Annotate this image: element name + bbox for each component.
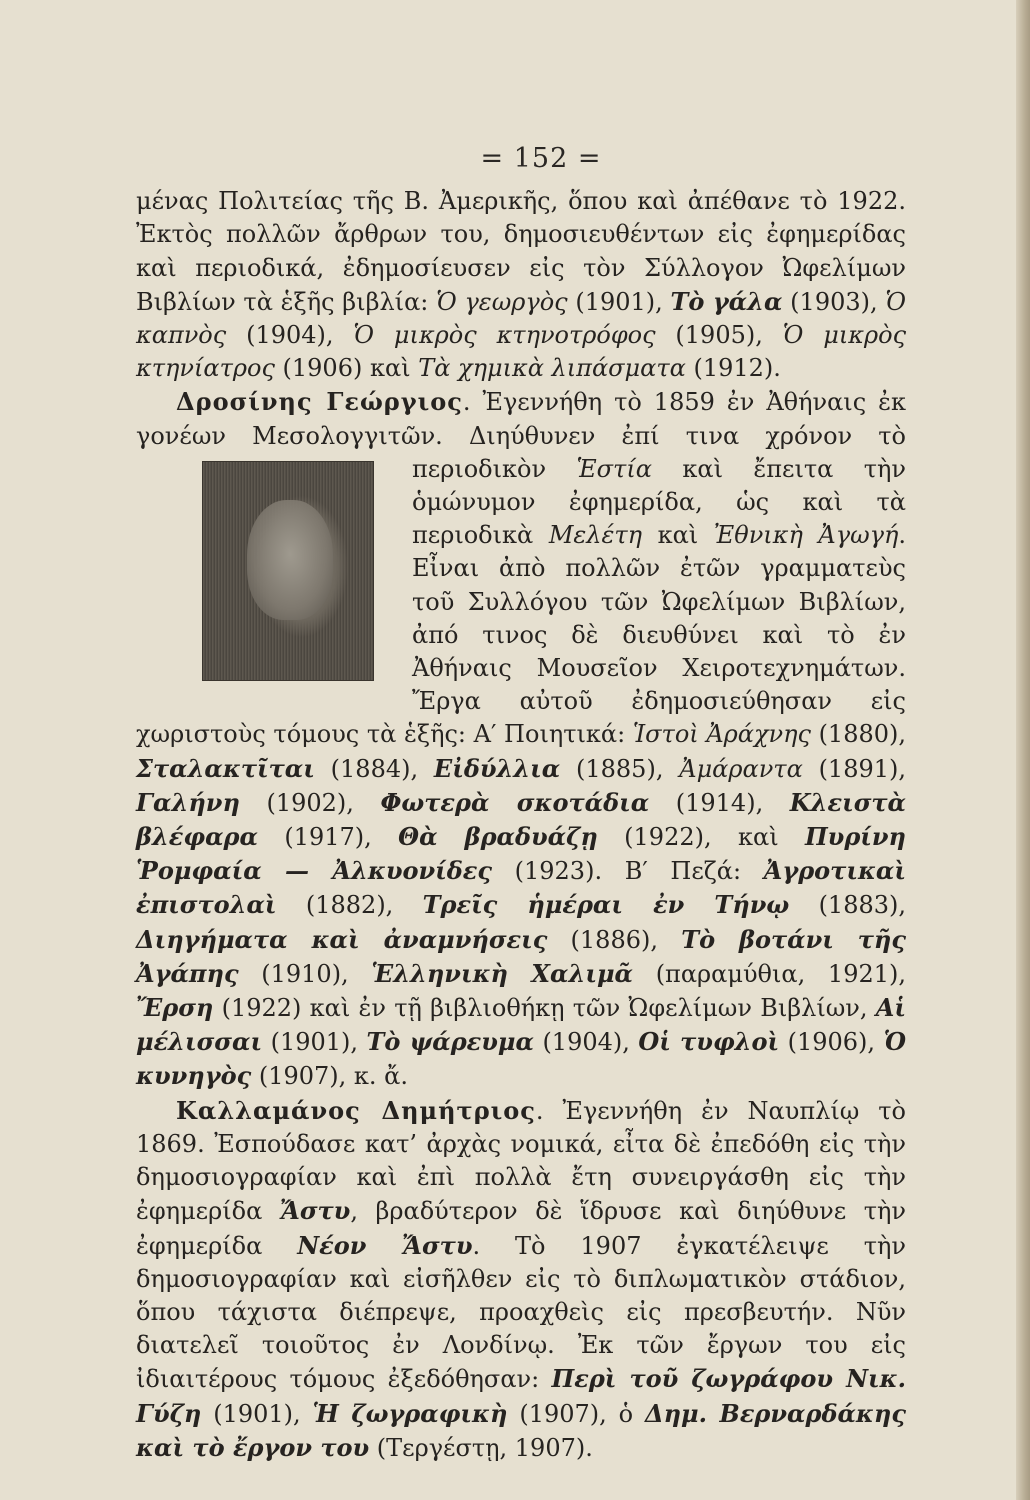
author-name: Καλλαμάνος Δημήτριος xyxy=(176,1095,536,1125)
periodical-title: Μελέτη xyxy=(548,521,643,550)
text-run: . Τὸ 1907 ἐγκατέλειψε τὴν δημοσιογραφίαν καὶ εἰσῆλθεν εἰς τὸ διπλωματικὸν στάδιον, ὅπου τάχιστα διέπρεψε, προαχθεὶς εἰς πρεσβευτήν. Νῦν διατελεῖ τοιοῦτος ἐν Λονδίνῳ. Ἐκ τῶν ἔργων του εἰς ἰδιαιτέρους τόμους ἐξεδόθησαν: xyxy=(136,1231,907,1394)
book-title: Ἑλληνικὴ Χαλιμᾶ xyxy=(371,958,633,988)
periodical-title: Ἑστία xyxy=(576,454,652,483)
text-run: (1912). xyxy=(685,354,781,383)
text-run: (1901), xyxy=(567,287,671,316)
text-run: (1904), xyxy=(533,1028,639,1057)
book-title: Γαλήνη xyxy=(136,787,240,817)
book-title: Σταλακτῖται xyxy=(136,753,315,783)
author-portrait xyxy=(202,461,374,681)
page-edge xyxy=(1016,0,1030,1500)
newspaper-title: Νέον Ἄστυ xyxy=(297,1230,473,1260)
paragraph-drosinis xyxy=(136,385,906,1093)
book-title: Αἱ μέλισσαι xyxy=(136,993,906,1057)
book-title: Τὸ ψάρευμα xyxy=(366,1027,534,1057)
book-title: Πυρίνη Ῥομφαία — Ἀλκυονίδες xyxy=(136,822,906,886)
text-run: (1907), κ. ἄ. xyxy=(251,1062,409,1091)
text-run: . Εἶναι ἀπὸ πολλῶν ἐτῶν γραμματεὺς τοῦ Συλλόγου τῶν Ὠφελίμων Βιβλίων, ἀπό τινος δὲ διευθύνει καὶ τὸ ἐν Ἀθήναις Μουσεῖον Χειροτεχνημάτων. Ἔργα αὐτοῦ ἐδημοσιεύθησαν εἰς χωριστοὺς τόμους τὰ ἑξῆς: Α′ Ποιητικά: xyxy=(136,521,906,749)
book-title: Τὰ χημικὰ λιπάσματα xyxy=(418,354,686,383)
text-run: (1901), xyxy=(262,1028,367,1057)
text-run: (1917), xyxy=(257,823,399,852)
book-title: Φωτερὰ σκοτάδια xyxy=(380,787,650,817)
page-number: = 152 = xyxy=(480,143,602,174)
book-title: Οἱ τυφλοὶ xyxy=(638,1027,780,1057)
text-run: (1882), xyxy=(276,891,423,920)
text-run: (1904), xyxy=(226,321,354,350)
text-run: (1914), xyxy=(649,788,790,817)
book-title: Δημ. Βερναρδάκης καὶ τὸ ἔργον του xyxy=(136,1398,906,1462)
book-title: Περὶ τοῦ ζωγράφου Νικ. Γύζη xyxy=(136,1364,907,1428)
text-run: (1880), xyxy=(810,720,906,749)
text-run: (1886), xyxy=(547,925,682,954)
text-run: καὶ xyxy=(642,521,714,550)
book-title: Ἀγροτικαὶ ἐπιστολαὶ xyxy=(136,856,907,920)
text-run: (1922) καὶ ἐν τῇ βιβλιοθήκῃ τῶν Ὠφελίμων Βιβλίων, xyxy=(213,994,876,1023)
book-title: Κλειστὰ βλέφαρα xyxy=(136,787,906,852)
book-title: Θὰ βραδυάζῃ xyxy=(398,822,598,852)
book-title: Ὁ κυνηγὸς xyxy=(136,1027,906,1091)
paragraph-kallamanos xyxy=(136,1094,906,1465)
text-run: (1922), καὶ xyxy=(597,823,805,852)
book-title: Ὁ καπνὸς xyxy=(136,287,906,350)
book-title: Ἡ ζωγραφικὴ xyxy=(312,1398,508,1428)
author-name: Δροσίνης Γεώργιος xyxy=(176,387,463,417)
text-run: . Ἐγεννήθη ἐν Ναυπλίῳ τὸ 1869. Ἐσπούδασε κατ’ ἀρχὰς νομικά, εἶτα δὲ ἐπεδόθη εἰς τὴν δημοσιογραφίαν καὶ ἐπὶ πολλὰ ἔτη συνειργάσθη εἰς τὴν ἐφημερίδα xyxy=(136,1096,906,1226)
text-run: (1906) καὶ xyxy=(274,354,419,383)
text-run: (1907), ὁ xyxy=(507,1399,645,1428)
book-title: Ὁ μικρὸς κτηνοτρόφος xyxy=(353,321,656,350)
text-run: (1923). Β′ Πεζά: xyxy=(492,857,764,886)
book-title: Ἀμάραντα xyxy=(679,754,803,783)
book-title: Τὸ γάλα xyxy=(670,286,783,316)
text-run: , βραδύτερον δὲ ἵδρυσε καὶ διηύθυνε τὴν ἐφημερίδα xyxy=(136,1197,906,1260)
text-run: (1901), xyxy=(201,1399,313,1428)
paragraph-continuation xyxy=(136,185,906,385)
text-run: (1883), xyxy=(789,891,906,920)
book-title: Τρεῖς ἡμέραι ἐν Τήνῳ xyxy=(422,890,790,920)
text-block xyxy=(136,142,906,1465)
text-run: (1903), xyxy=(782,287,886,316)
entry-drosinis xyxy=(136,385,906,1093)
text-run: (1884), xyxy=(314,754,434,783)
text-run: (1910), xyxy=(238,959,372,988)
periodical-title: Ἐθνικὴ Ἀγωγή xyxy=(713,521,899,550)
text-run: (1905), xyxy=(655,321,783,350)
book-title: Ἔρση xyxy=(136,993,214,1023)
text-run: (1891), xyxy=(802,754,907,783)
text-run: (1902), xyxy=(239,788,381,817)
book-title: Ὁ γεωργὸς xyxy=(436,287,568,316)
text-run: . Ἐγεννήθη τὸ 1859 ἐν Ἀθήναις ἐκ γονέων Μεσολογγιτῶν. Διηύθυνεν ἐπί τινα χρόνον τὸ περιοδικὸν xyxy=(136,388,907,483)
book-title: Εἰδύλλια xyxy=(433,753,561,783)
book-title: Διηγήματα καὶ ἀναμνήσεις xyxy=(136,924,548,954)
text-run: (1906), xyxy=(779,1028,884,1057)
book-title: Τὸ βοτάνι τῆς Ἀγάπης xyxy=(136,924,906,988)
text-run: (1885), xyxy=(560,754,680,783)
newspaper-title: Ἄστυ xyxy=(279,1196,351,1226)
book-title: Ἱστοὶ Ἀράχνης xyxy=(632,720,811,749)
text-run: (παραμύθια, 1921), xyxy=(633,959,906,988)
text-run: καὶ ἔπειτα τὴν ὁμώνυμον ἐφημερίδα, ὡς καὶ τὰ περιοδικὰ xyxy=(412,454,907,550)
book-title: Ὁ μικρὸς κτηνίατρος xyxy=(136,321,907,383)
text-run: (Τεργέστῃ, 1907). xyxy=(369,1433,593,1462)
text-run: μένας Πολιτείας τῆς Β. Ἀμερικῆς, ὅπου καὶ ἀπέθανε τὸ 1922. Ἐκτὸς πολλῶν ἄρθρων του, δημοσιευθέντων εἰς ἐφημερίδας καὶ περιοδικά, ἐδημοσίευσεν εἰς τὸν Σύλλογον Ὠφελίμων Βιβλίων τὰ ἑξῆς βιβλία: xyxy=(136,187,906,316)
